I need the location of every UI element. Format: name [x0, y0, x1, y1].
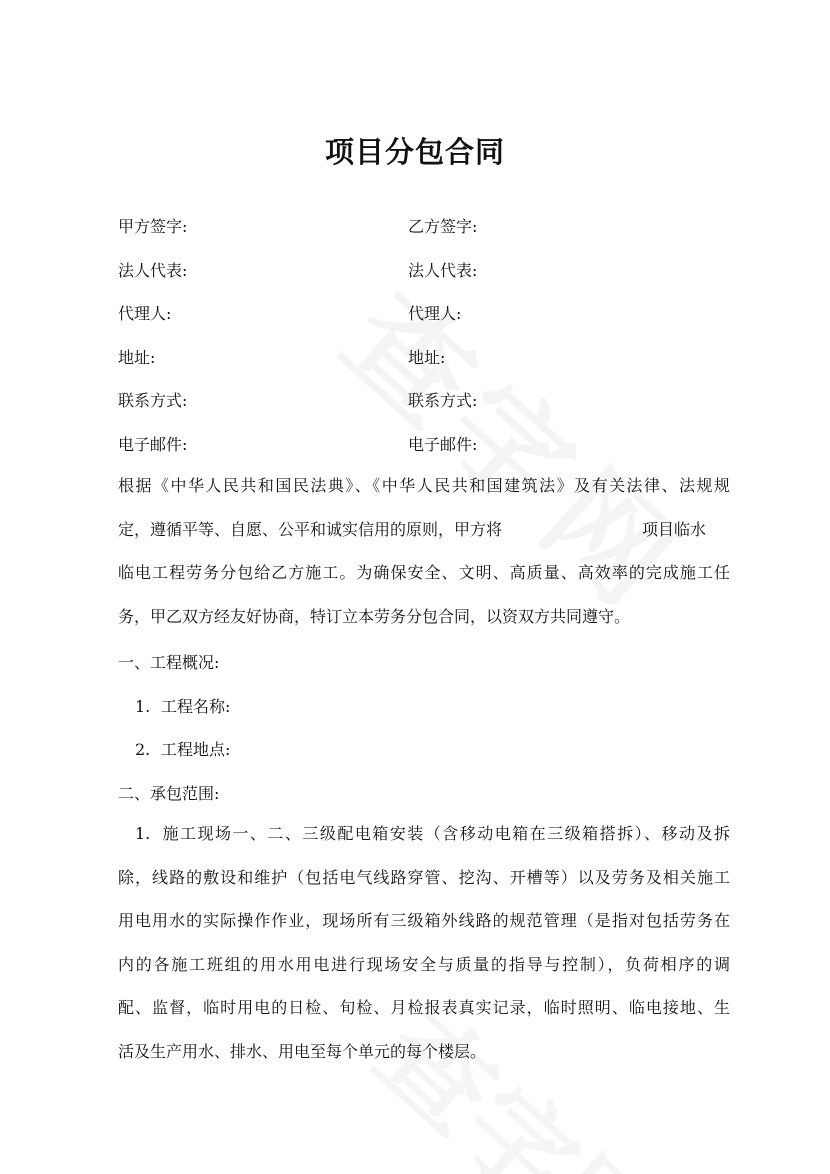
party-b-legal-rep-label: 法人代表: — [408, 261, 478, 280]
party-a-legal-rep-label: 法人代表: — [118, 261, 188, 280]
list-number: 1. — [135, 824, 151, 843]
party-b-signature-label: 乙方签字: — [408, 217, 478, 236]
signature-row-email — [118, 432, 718, 458]
party-a-agent-label: 代理人: — [118, 304, 172, 323]
intro-line-4: 务，甲乙双方经友好协商，特订立本劳务分包合同，以资双方共同遵守。 — [118, 606, 631, 626]
party-b-contact-label: 联系方式: — [408, 391, 478, 410]
section-1-heading: 一、工程概况: — [118, 653, 220, 672]
list-number: 1. — [135, 697, 151, 716]
scope-line-6: 活及生产用水、排水、用电至每个单元的每个楼层。 — [118, 1041, 487, 1061]
signature-row-address — [118, 345, 718, 371]
party-b-email-label: 电子邮件: — [408, 435, 478, 454]
party-a-address-label: 地址: — [118, 348, 156, 367]
party-a-contact-label: 联系方式: — [118, 391, 188, 410]
list-item-project-name — [135, 694, 230, 717]
signature-row-contact — [118, 388, 718, 414]
party-b-agent-label: 代理人: — [408, 304, 462, 323]
scope-line-4: 内的各施工班组的用水用电进行现场安全与质量的指导与控制），负荷相序的调 — [118, 954, 730, 974]
scope-line-1 — [118, 812, 730, 856]
party-b-address-label: 地址: — [408, 348, 446, 367]
scope-line-5: 配、监督，临时用电的日检、旬检、月检报表真实记录，临时照明、临电接地、生 — [118, 998, 730, 1018]
scope-line-2: 除，线路的敷设和维护（包括电气线路穿管、挖沟、开槽等）以及劳务及相关施工 — [118, 867, 730, 887]
project-name-label: 工程名称: — [161, 697, 231, 716]
intro-line-2 — [118, 508, 730, 552]
signature-row-legal-rep — [118, 258, 718, 284]
intro-line-2-start: 定，遵循平等、自愿、公平和诚实信用的原则，甲方将 — [118, 519, 503, 539]
scope-line-1-text: 施工现场一、二、三级配电箱安装（含移动电箱在三级箱搭拆）、移动及拆 — [161, 824, 730, 843]
intro-line-2-end: 项目临水 — [642, 519, 707, 539]
scope-line-3: 用电用水的实际操作作业，现场所有三级箱外线路的规范管理（是指对包括劳务在 — [118, 911, 730, 931]
party-a-email-label: 电子邮件: — [118, 435, 188, 454]
scope-paragraph — [118, 812, 730, 1074]
intro-paragraph — [118, 464, 730, 638]
list-item-project-location — [135, 737, 230, 760]
intro-line-1: 根据《中华人民共和国民法典》、《中华人民共和国建筑法》及有关法律、法规规 — [118, 476, 730, 495]
signature-row-agent — [118, 301, 718, 327]
section-2-heading: 二、承包范围: — [118, 784, 220, 803]
intro-line-3: 临电工程劳务分包给乙方施工。为确保安全、文明、高质量、高效率的完成施工任 — [118, 563, 730, 583]
signature-row-party — [118, 214, 718, 240]
project-location-label: 工程地点: — [161, 740, 231, 759]
document-title: 项目分包合同 — [324, 135, 505, 169]
list-number: 2. — [135, 740, 151, 759]
party-a-signature-label: 甲方签字: — [118, 217, 188, 236]
